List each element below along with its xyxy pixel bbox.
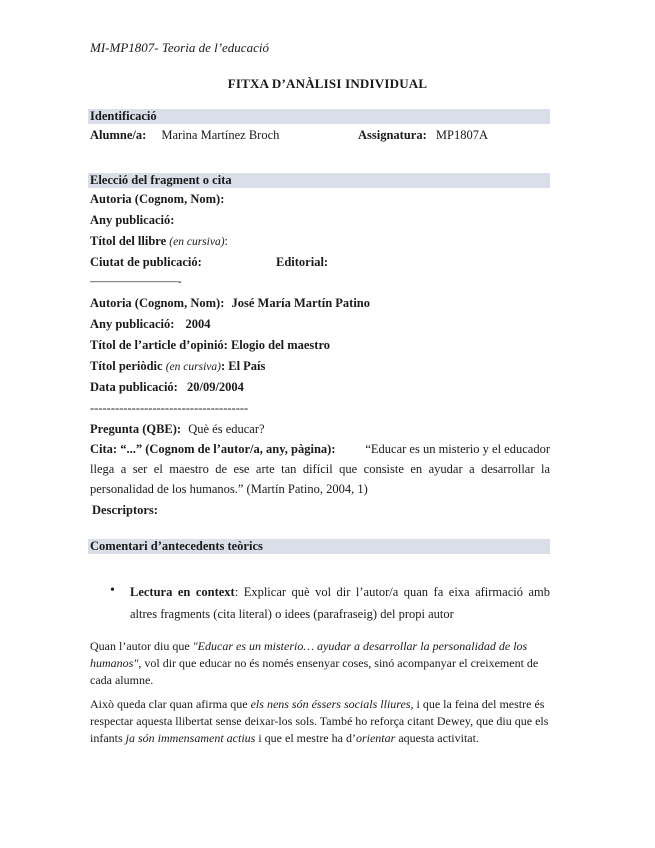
p2-italic-2: ja són immensament actius (125, 731, 256, 745)
page-header: MI-MP1807- Teoria de l’educació (90, 40, 269, 55)
separator-1: ––––––––––––––- (90, 274, 182, 288)
any2-row (90, 317, 211, 332)
any2-value: 2004 (185, 317, 211, 331)
autoria1-label: Autoria (Cognom, Nom): (90, 192, 225, 206)
titol-llibre-label: Títol del llibre (90, 234, 167, 248)
p2-text-b: , i que la feina del mestre és respectar aquesta llibertat sense deixar-los sols. També ho reforça citant Dewey, que diu que els infants (90, 697, 549, 745)
titol-periodic-hint: (en cursiva) (165, 361, 221, 373)
titol-periodic-row (90, 359, 265, 375)
pregunta-value: Què és educar? (188, 422, 265, 436)
cita-label: Cita: “...” (Cognom de l’autor/a, any, pàgina): (90, 442, 336, 456)
cita-line-1: “Educar es un misterio y el educador (365, 442, 550, 456)
comment-paragraph-1 (90, 638, 550, 689)
section-heading-comentari: Comentari d’antecedents teòrics (88, 539, 550, 554)
autoria2-row (90, 296, 370, 311)
p1-text-a: Quan l’autor diu que (90, 639, 193, 653)
p2-text-c: i que el mestre ha d’ (255, 731, 356, 745)
titol-article-label: Títol de l’article d’opinió: (90, 338, 228, 352)
p2-italic-3: orientar (355, 731, 396, 745)
cita-line-3: personalidad de los humanos.” (Martín Patino, 2004, 1) (90, 482, 368, 496)
p1-quote: "Educar es un misterio… ayudar a desarrollar la personalidad de los humanos" (90, 639, 528, 670)
alumne-row (90, 128, 279, 143)
autoria2-value: José María Martín Patino (231, 296, 370, 310)
bullet-dot: • (110, 583, 115, 598)
alumne-value: Marina Martínez Broch (161, 128, 280, 142)
any2-label: Any publicació: (90, 317, 175, 331)
ciutat-label: Ciutat de publicació: (90, 255, 202, 269)
titol-periodic-label: Títol periòdic (90, 359, 163, 373)
cita-row (90, 442, 550, 457)
titol-article-value: Elogio del maestro (230, 338, 331, 352)
assignatura-label: Assignatura: (358, 128, 427, 142)
autoria2-label: Autoria (Cognom, Nom): (90, 296, 225, 310)
comment-paragraph-2 (90, 696, 550, 747)
p1-text-b: , vol dir que educar no és només ensenyar coses, sinó acompanyar el creixement de cada alumne. (90, 656, 539, 687)
alumne-label: Alumne/a: (90, 128, 147, 142)
titol-llibre-colon: : (224, 234, 229, 248)
data-row (90, 380, 244, 395)
document-title: FITXA D’ANÀLISI INDIVIDUAL (227, 76, 428, 91)
bullet-label: Lectura en context (130, 585, 235, 599)
editorial-label: Editorial: (276, 255, 329, 269)
separator-2: -------------------------------------- (90, 401, 249, 415)
any1-label: Any publicació: (90, 213, 175, 227)
p2-text-d: aquesta activitat. (395, 731, 479, 745)
section-heading-identificacio: Identificació (88, 109, 550, 124)
data-label: Data publicació: (90, 380, 178, 394)
assignatura-value: MP1807A (435, 128, 488, 142)
pregunta-label: Pregunta (QBE): (90, 422, 182, 436)
bullet-text: : Explicar què vol dir l’autor/a quan fa eixa afirmació amb altres fragments (cita literal) o idees (parafraseig) del propi autor (130, 585, 550, 621)
section-heading-eleccio: Elecció del fragment o cita (88, 173, 550, 188)
titol-periodic-value: : El País (220, 359, 266, 373)
titol-llibre-hint: (en cursiva) (169, 236, 225, 248)
p2-text-a: Això queda clar quan afirma que (90, 697, 251, 711)
pregunta-row (90, 422, 265, 437)
titol-article-row (90, 338, 330, 353)
data-value: 20/09/2004 (186, 380, 244, 394)
assignatura-row (358, 128, 488, 143)
cita-line-2: llega a ser el maestro de ese arte tan difícil que consiste en ayudar a desarrollar la (90, 462, 550, 476)
titol-llibre-row (90, 234, 228, 250)
lectura-context-bullet (130, 581, 550, 625)
p2-italic-1: els nens són éssers socials lliures (250, 697, 411, 711)
descriptors-label: Descriptors: (92, 503, 158, 517)
